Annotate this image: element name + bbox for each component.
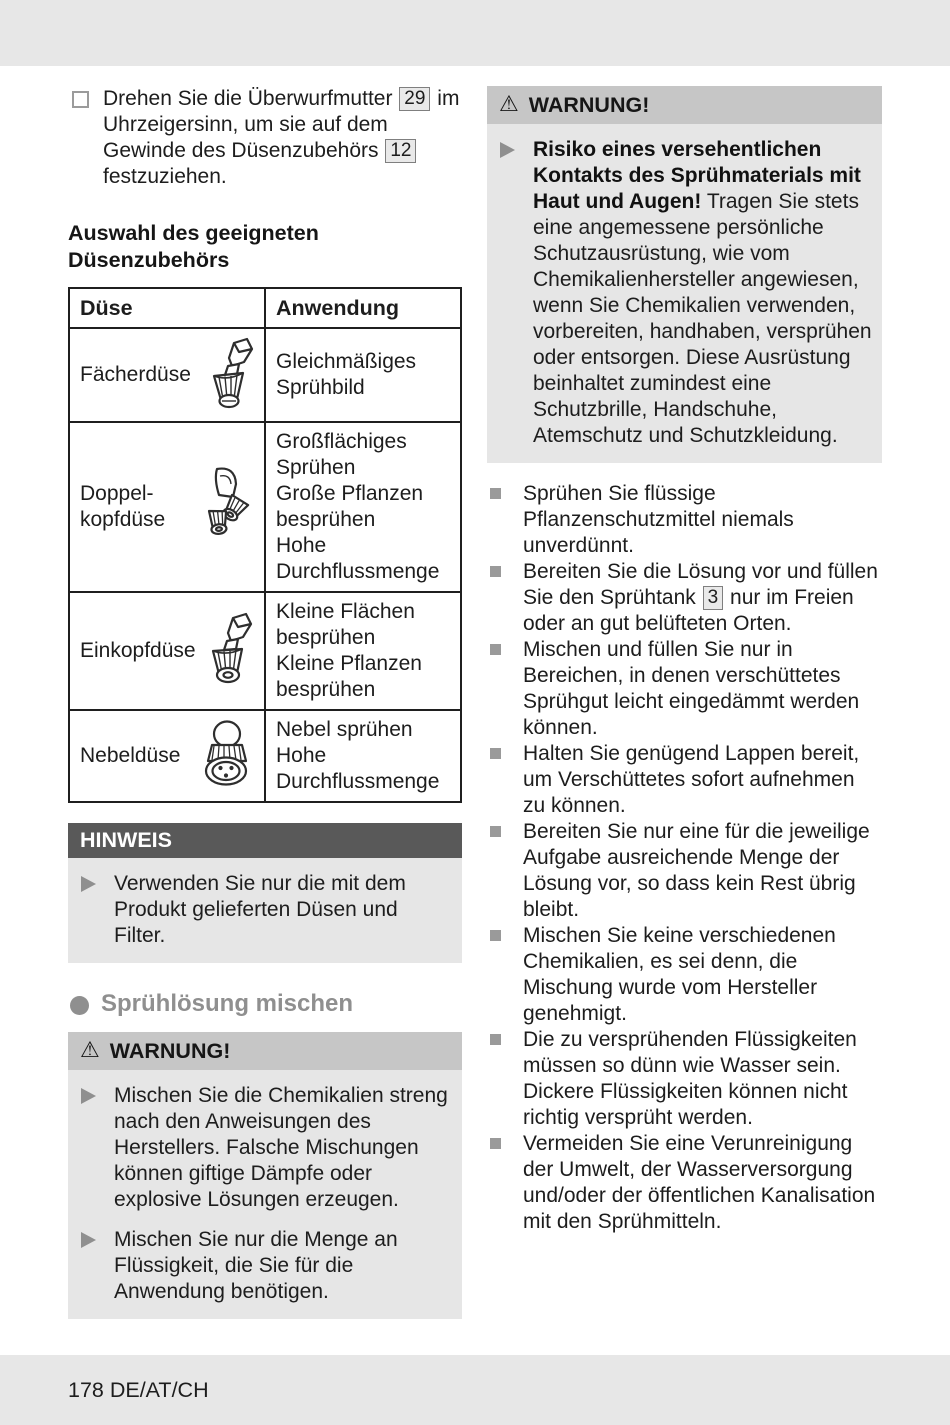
application-text: Hohe Durchflussmenge bbox=[276, 744, 440, 793]
footer bbox=[0, 1355, 950, 1425]
application-text: Großflächiges Sprühen bbox=[276, 430, 407, 479]
notice-item bbox=[68, 871, 454, 949]
right-column bbox=[487, 86, 882, 1319]
application-text: Große Pflanzen besprühen bbox=[276, 482, 424, 531]
table-row bbox=[69, 328, 461, 422]
checkbox-icon bbox=[72, 91, 89, 108]
top-band bbox=[0, 0, 950, 66]
ref-marker: 3 bbox=[703, 586, 724, 610]
nozzle-name-cell bbox=[69, 422, 265, 592]
safety-item-text: Bereiten Sie nur eine für die jeweilige Aufgabe ausreichende Menge der Lösung vor, so dass kein Rest übrig bleibt. bbox=[523, 820, 870, 921]
ref-marker: 29 bbox=[399, 87, 430, 111]
notice-item bbox=[68, 1227, 454, 1305]
double-head-nozzle-icon bbox=[190, 464, 254, 550]
notice-bold-lead: Risiko eines versehentlichen Kontakts des Sprühmaterials mit Haut und Augen! bbox=[533, 138, 861, 213]
warning-title: WARNUNG! bbox=[528, 93, 650, 117]
warning-triangle-icon: ⚠︎ bbox=[499, 92, 519, 117]
page-number: 178 DE/AT/CH bbox=[68, 1377, 209, 1402]
triangle-bullet-icon bbox=[81, 1088, 96, 1104]
nozzle-name-cell bbox=[69, 328, 265, 422]
square-bullet-icon bbox=[490, 930, 501, 941]
table-row bbox=[69, 592, 461, 710]
warning-title: WARNUNG! bbox=[109, 1039, 231, 1063]
nozzle-application-cell bbox=[265, 422, 461, 592]
safety-list-item bbox=[487, 819, 882, 923]
nozzle-name-cell bbox=[69, 710, 265, 802]
notice-item bbox=[487, 137, 874, 449]
table-header-row bbox=[69, 288, 461, 328]
fan-nozzle-icon bbox=[200, 335, 254, 415]
ref-marker: 12 bbox=[385, 139, 416, 163]
safety-item-text: Vermeiden Sie eine Verunreinigung der Umwelt, der Wasserversorgung und/oder der öffentlichen Kanalisation mit den Sprühmitteln. bbox=[523, 1132, 876, 1233]
nozzle-name: Einkopfdüse bbox=[80, 639, 196, 662]
safety-bullet-list bbox=[487, 481, 882, 1235]
nozzle-name: Fächerdüse bbox=[80, 363, 191, 386]
application-text: Kleine Flächen besprühen bbox=[276, 600, 415, 649]
subsection-heading: Auswahl des geeigneten Düsenzubehörs bbox=[68, 221, 319, 272]
nozzle-name-cell bbox=[69, 592, 265, 710]
safety-list-item bbox=[487, 1027, 882, 1131]
notice-text: Mischen Sie nur die Menge an Flüssigkeit, die Sie für die Anwendung benötigen. bbox=[114, 1228, 398, 1303]
safety-list-item bbox=[487, 923, 882, 1027]
square-bullet-icon bbox=[490, 826, 501, 837]
square-bullet-icon bbox=[490, 488, 501, 499]
safety-item-text: Mischen Sie keine verschiedenen Chemikalien, es sei denn, die Mischung wurde vom Hersteller genehmigt. bbox=[523, 924, 836, 1025]
nozzle-application-cell bbox=[265, 328, 461, 422]
safety-item-text: Bereiten Sie die Lösung vor und füllen Sie den Sprühtank 3 nur im Freien oder an gut belüfteten Orten. bbox=[523, 560, 878, 635]
single-head-nozzle-icon bbox=[200, 611, 254, 691]
nozzle-table-body bbox=[69, 328, 461, 802]
left-column bbox=[68, 86, 462, 1319]
section-heading bbox=[68, 989, 462, 1019]
checklist-item bbox=[68, 86, 462, 190]
table-header-cell: Anwendung bbox=[265, 288, 461, 328]
square-bullet-icon bbox=[490, 1034, 501, 1045]
triangle-bullet-icon bbox=[81, 876, 96, 892]
table-row bbox=[69, 422, 461, 592]
table-header-cell: Düse bbox=[69, 288, 265, 328]
notice-text: Mischen Sie die Chemikalien streng nach den Anweisungen des Herstellers. Falsche Mischungen können giftige Dämpfe oder explosive Lösungen erzeugen. bbox=[114, 1084, 448, 1211]
square-bullet-icon bbox=[490, 566, 501, 577]
square-bullet-icon bbox=[490, 1138, 501, 1149]
nozzle-name: Doppel-kopfdüse bbox=[80, 482, 166, 531]
nozzle-name: Nebeldüse bbox=[80, 744, 181, 767]
hinweis-header: HINWEIS bbox=[68, 823, 462, 858]
mist-nozzle-icon bbox=[196, 719, 254, 793]
section-heading-label: Sprühlösung mischen bbox=[101, 990, 354, 1017]
nozzle-application-cell bbox=[265, 592, 461, 710]
warning-body-right bbox=[487, 124, 882, 463]
square-bullet-icon bbox=[490, 748, 501, 759]
notice-item bbox=[68, 1083, 454, 1213]
safety-item-text: Mischen und füllen Sie nur in Bereichen, in denen verschüttetes Sprühgut leicht eingedämmt werden können. bbox=[523, 638, 860, 739]
application-text: Gleichmäßiges Sprühbild bbox=[276, 350, 417, 399]
triangle-bullet-icon bbox=[500, 142, 515, 158]
safety-list-item bbox=[487, 637, 882, 741]
warning-header bbox=[68, 1032, 462, 1070]
square-bullet-icon bbox=[490, 644, 501, 655]
safety-item-text: Halten Sie genügend Lappen bereit, um Verschüttetes sofort aufnehmen zu können. bbox=[523, 742, 860, 817]
page-content bbox=[68, 86, 882, 1319]
notice-text: Verwenden Sie nur die mit dem Produkt gelieferten Düsen und Filter. bbox=[114, 872, 406, 947]
safety-list-item bbox=[487, 559, 882, 637]
table-row bbox=[69, 710, 461, 802]
triangle-bullet-icon bbox=[81, 1232, 96, 1248]
hinweis-box bbox=[68, 823, 462, 963]
step-text: Drehen Sie die Überwurfmutter 29 im Uhrzeigersinn, um sie auf dem Gewinde des Düsenzubehörs 12 festzuziehen. bbox=[103, 87, 460, 188]
warning-header bbox=[487, 86, 882, 124]
section-bullet-icon bbox=[70, 996, 89, 1015]
application-text: Kleine Pflanzen besprühen bbox=[276, 652, 422, 701]
safety-list-item bbox=[487, 481, 882, 559]
safety-item-text: Die zu versprühenden Flüssigkeiten müssen so dünn wie Wasser sein. Dickere Flüssigkeiten können nicht richtig versprüht werden. bbox=[523, 1028, 857, 1129]
safety-list-item bbox=[487, 741, 882, 819]
application-text: Hohe Durchflussmenge bbox=[276, 534, 440, 583]
hinweis-body bbox=[68, 858, 462, 963]
warning-box-left bbox=[68, 1032, 462, 1319]
warning-triangle-icon: ⚠︎ bbox=[80, 1038, 100, 1063]
safety-item-text: Sprühen Sie flüssige Pflanzenschutzmittel niemals unverdünnt. bbox=[523, 482, 794, 557]
warning-body-left bbox=[68, 1070, 462, 1319]
nozzle-table bbox=[68, 287, 462, 803]
safety-list-item bbox=[487, 1131, 882, 1235]
nozzle-application-cell bbox=[265, 710, 461, 802]
warning-box-right bbox=[487, 86, 882, 463]
application-text: Nebel sprühen bbox=[276, 718, 413, 741]
notice-text: Risiko eines versehentlichen Kontakts des Sprühmaterials mit Haut und Augen! Tragen Sie stets eine angemessene persönliche Schutzausrüstung, wie vom Chemikalienhersteller angewiesen, wenn Sie Chemikalien verwenden, vorbereiten, handhaben, versprühen oder entsorgen. Diese Ausrüstung beinhaltet zumindest eine Schutzbrille, Handschuhe, Atemschutz und Schutzkleidung. bbox=[533, 138, 872, 447]
